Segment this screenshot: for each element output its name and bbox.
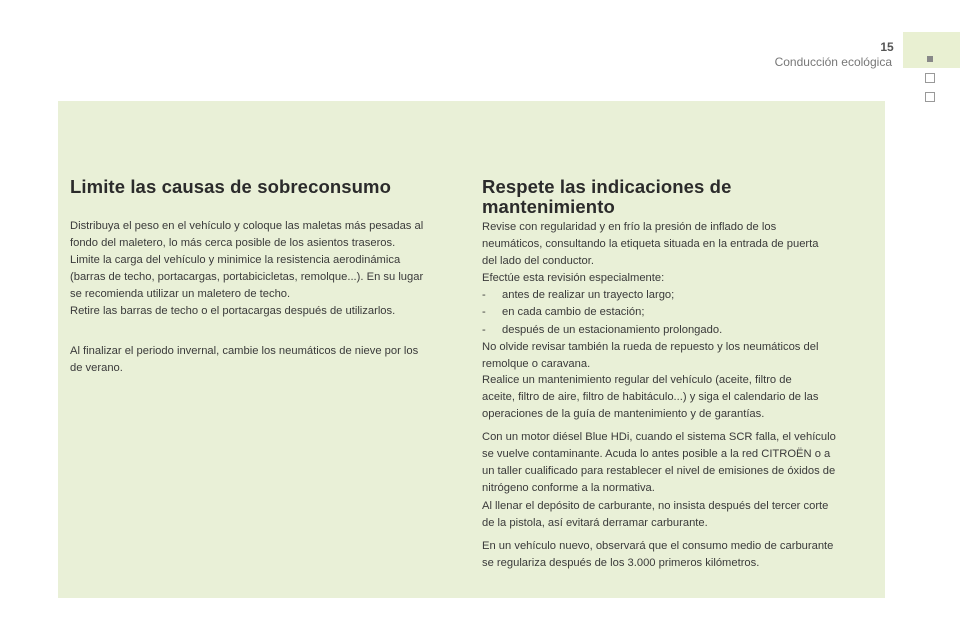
text-line: Al finalizar el periodo invernal, cambie los neumáticos de nieve por los: [70, 345, 419, 357]
right-paragraph-4: [482, 498, 864, 532]
chapter-tab-marker-icon: [927, 56, 933, 62]
text-line: un taller cualificado para restablecer el nivel de emisiones de óxidos de: [482, 465, 836, 478]
right-title: [482, 177, 802, 217]
bullet-dash: -: [482, 289, 486, 302]
text-line: se recomienda utilizar un maletero de techo.: [70, 288, 291, 301]
text-line: de verano.: [70, 362, 123, 375]
text-line: se regulariza después de los 3.000 primeros kilómetros.: [482, 557, 760, 570]
bullet-text: antes de realizar un trayecto largo;: [502, 289, 675, 302]
chapter-tab-box-icon: [925, 73, 935, 83]
text-line: remolque o caravana.: [482, 357, 591, 370]
text-line: nitrógeno conforme a la normativa.: [482, 482, 655, 495]
right-title-line-1: Respete las indicaciones de: [482, 176, 732, 197]
bullet-dash: -: [482, 306, 486, 319]
text-line: (barras de techo, portacargas, portabicicletas, remolque...). En su lugar: [70, 271, 424, 284]
left-title: Limite las causas de sobreconsumo: [70, 176, 391, 197]
text-line: En un vehículo nuevo, observará que el consumo medio de carburante: [482, 540, 834, 552]
text-line: aceite, filtro de aire, filtro de habitáculo...) y siga el calendario de las: [482, 391, 819, 404]
right-paragraph-2: [482, 372, 864, 423]
text-line: se vuelve contaminante. Acuda lo antes posible a la red CITROËN o a: [482, 448, 831, 461]
right-paragraph-5: [482, 538, 864, 572]
text-line: de la pistola, así evitará derramar carburante.: [482, 517, 708, 530]
text-line: Retire las barras de techo o el portacargas después de utilizarlos.: [70, 305, 396, 318]
text-line: Revise con regularidad y en frío la presión de inflado de los: [482, 221, 777, 233]
content-panel: [58, 101, 885, 598]
text-line: del lado del conductor.: [482, 255, 594, 268]
right-paragraph-1: [482, 219, 864, 373]
text-line: Realice un mantenimiento regular del vehículo (aceite, filtro de: [482, 374, 792, 386]
text-line: Con un motor diésel Blue HDi, cuando el sistema SCR falla, el vehículo: [482, 431, 836, 443]
bullet-dash: -: [482, 323, 486, 336]
text-line: operaciones de la guía de mantenimiento y de garantías.: [482, 408, 765, 421]
text-line: Distribuya el peso en el vehículo y coloque las maletas más pesadas al: [70, 220, 424, 232]
chapter-tab-active: [903, 32, 960, 68]
left-paragraph-1: [70, 218, 462, 321]
text-line: fondo del maletero, lo más cerca posible de los asientos traseros.: [70, 237, 396, 250]
bullet-item: [482, 322, 864, 339]
right-paragraph-3: [482, 429, 864, 497]
text-line: Al llenar el depósito de carburante, no insista después del tercer corte: [482, 500, 829, 512]
text-line: No olvide revisar también la rueda de repuesto y los neumáticos del: [482, 340, 819, 353]
text-line: neumáticos, consultando la etiqueta situada en la entrada de puerta: [482, 238, 819, 251]
bullet-text: después de un estacionamiento prolongado.: [502, 323, 723, 336]
right-title-line-2: mantenimiento: [482, 196, 615, 217]
text-line: Efectúe esta revisión especialmente:: [482, 272, 665, 285]
section-label: Conducción ecológica: [774, 55, 892, 69]
bullet-item: [482, 287, 864, 304]
bullet-item: [482, 304, 864, 321]
page-number: 15: [880, 40, 894, 54]
chapter-tab-box-icon: [925, 92, 935, 102]
text-line: Limite la carga del vehículo y minimice la resistencia aerodinámica: [70, 254, 401, 267]
bullet-text: en cada cambio de estación;: [502, 306, 645, 319]
left-paragraph-2: [70, 343, 462, 377]
